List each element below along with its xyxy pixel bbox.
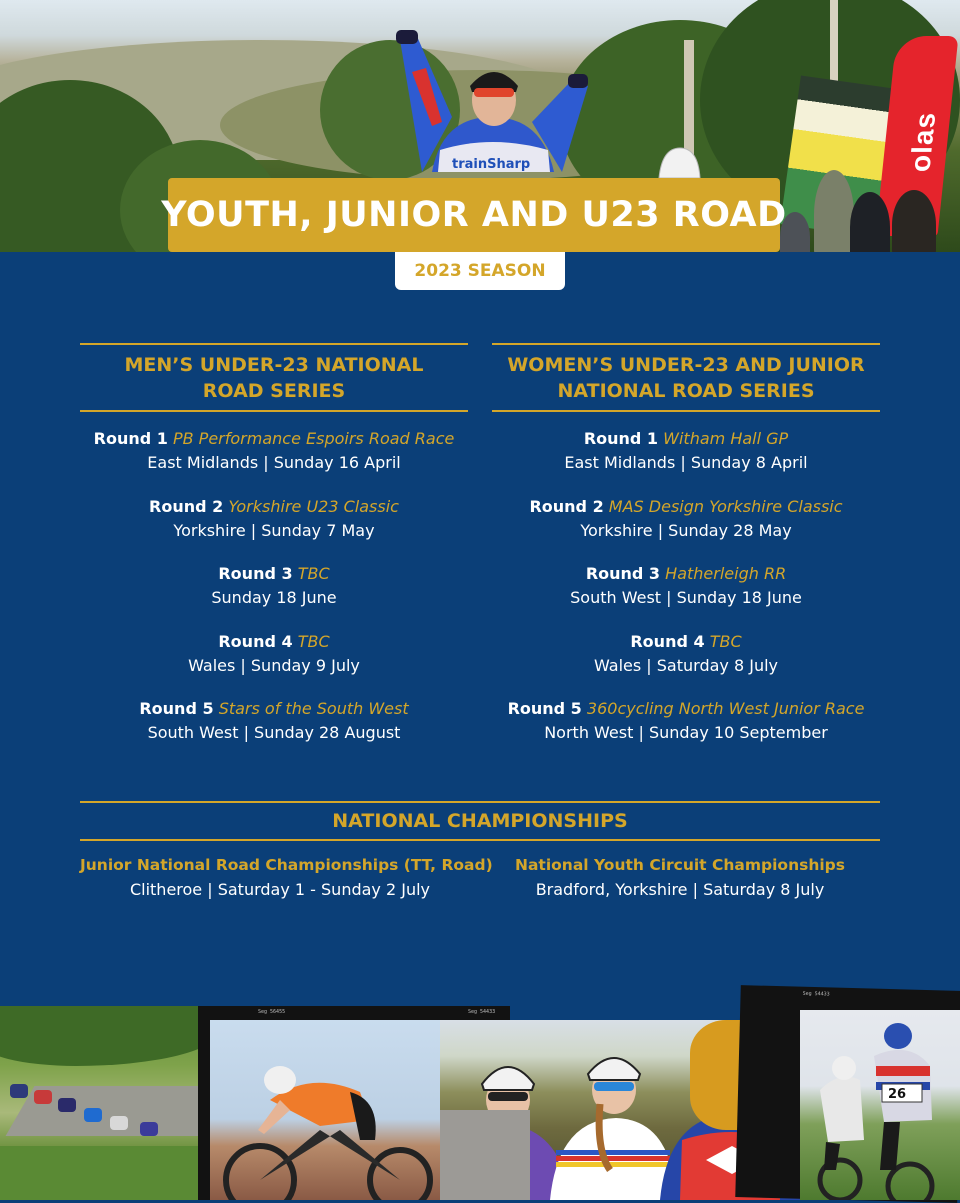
race-name: 360cycling North West Junior Race — [586, 699, 865, 718]
race-details: Yorkshire | Sunday 7 May — [173, 520, 375, 540]
series-title-line: NATIONAL ROAD SERIES — [557, 380, 815, 402]
race-name: Yorkshire U23 Classic — [228, 496, 399, 516]
round-number: Round 2 — [529, 496, 604, 516]
championship-details: Clitheroe | Saturday 1 - Sunday 2 July — [129, 880, 431, 899]
championships-section — [80, 801, 880, 903]
round-item — [80, 426, 468, 480]
spectator — [814, 170, 854, 252]
divider — [80, 839, 880, 841]
race-name: MAS Design Yorkshire Classic — [608, 496, 843, 516]
championship-item — [80, 853, 493, 903]
race-details: South West | Sunday 28 August — [147, 723, 401, 742]
championship-details: Bradford, Yorkshire | Saturday 8 July — [535, 880, 825, 899]
womens-series-column — [492, 343, 880, 750]
celebrating-rider — [382, 22, 602, 192]
round-number: Round 3 — [218, 564, 293, 583]
series-title-line: WOMEN’S UNDER-23 AND JUNIOR — [507, 354, 865, 376]
photo-time-trial-rider — [210, 1020, 442, 1200]
round-item — [80, 696, 468, 750]
race-details: Sunday 18 June — [211, 588, 337, 607]
round-item — [492, 561, 880, 615]
race-name: Witham Hall GP — [663, 429, 789, 448]
race-name: Hatherleigh RR — [665, 564, 787, 583]
title-banner — [161, 178, 787, 252]
race-name: TBC — [297, 564, 330, 583]
race-number: 26 — [888, 1087, 907, 1102]
race-name: TBC — [709, 631, 742, 651]
championship-name: National Youth Circuit Championships — [514, 856, 845, 874]
round-item — [80, 561, 468, 615]
race-name: Stars of the South West — [218, 699, 409, 718]
race-details: South West | Sunday 18 June — [570, 588, 802, 607]
jersey-sponsor-text: trainSharp — [452, 157, 531, 172]
series-title-line: MEN’S UNDER-23 NATIONAL — [124, 354, 424, 376]
page-title: YOUTH, JUNIOR AND U23 ROAD — [161, 195, 787, 235]
series-title-line: ROAD SERIES — [202, 380, 346, 402]
round-item — [492, 426, 880, 480]
round-number: Round 4 — [218, 631, 293, 651]
round-item — [492, 494, 880, 548]
championships-title: NATIONAL CHAMPIONSHIPS — [332, 810, 628, 832]
film-frame-label: Seg 54433 — [802, 990, 830, 998]
season-label: 2023 SEASON — [414, 261, 546, 281]
championship-name: Junior National Road Championships (TT, Road) — [80, 856, 493, 874]
film-frame-label: Seg 56455 — [258, 1009, 286, 1015]
mens-rounds-list — [80, 412, 468, 750]
round-number: Round 2 — [149, 496, 224, 516]
round-number: Round 5 — [139, 699, 214, 718]
banner-text: olas — [904, 111, 942, 173]
second-rider-helmet — [656, 146, 702, 180]
round-number: Round 5 — [507, 699, 582, 718]
cyclocross-illustration — [800, 1010, 960, 1200]
round-number: Round 1 — [583, 429, 659, 448]
round-item — [80, 629, 468, 683]
race-details: Yorkshire | Sunday 28 May — [580, 520, 792, 540]
round-number: Round 3 — [585, 564, 661, 583]
race-details: East Midlands | Sunday 16 April — [147, 453, 401, 472]
season-tab — [395, 252, 565, 290]
race-details: North West | Sunday 10 September — [544, 723, 828, 742]
mens-series-title — [80, 345, 468, 410]
race-name: PB Performance Espoirs Road Race — [172, 429, 455, 448]
mens-series-column — [80, 343, 468, 750]
time-trial-rider-illustration — [210, 1020, 442, 1200]
round-item — [492, 696, 880, 750]
round-number: Round 1 — [93, 429, 168, 448]
photo-peloton — [0, 1006, 206, 1200]
race-details: East Midlands | Sunday 8 April — [564, 453, 808, 472]
race-details: Wales | Saturday 8 July — [593, 655, 778, 675]
round-item — [80, 494, 468, 548]
round-number: Round 4 — [630, 631, 705, 651]
round-item — [492, 629, 880, 683]
spectator — [892, 190, 936, 252]
race-name: TBC — [297, 631, 330, 651]
womens-series-title — [492, 345, 880, 410]
photo-cyclocross-riders — [800, 1010, 960, 1200]
womens-rounds-list — [492, 412, 880, 750]
film-frame-label: Seg 54433 — [468, 1009, 496, 1015]
championship-item — [480, 853, 880, 903]
race-details: Wales | Sunday 9 July — [188, 655, 360, 675]
